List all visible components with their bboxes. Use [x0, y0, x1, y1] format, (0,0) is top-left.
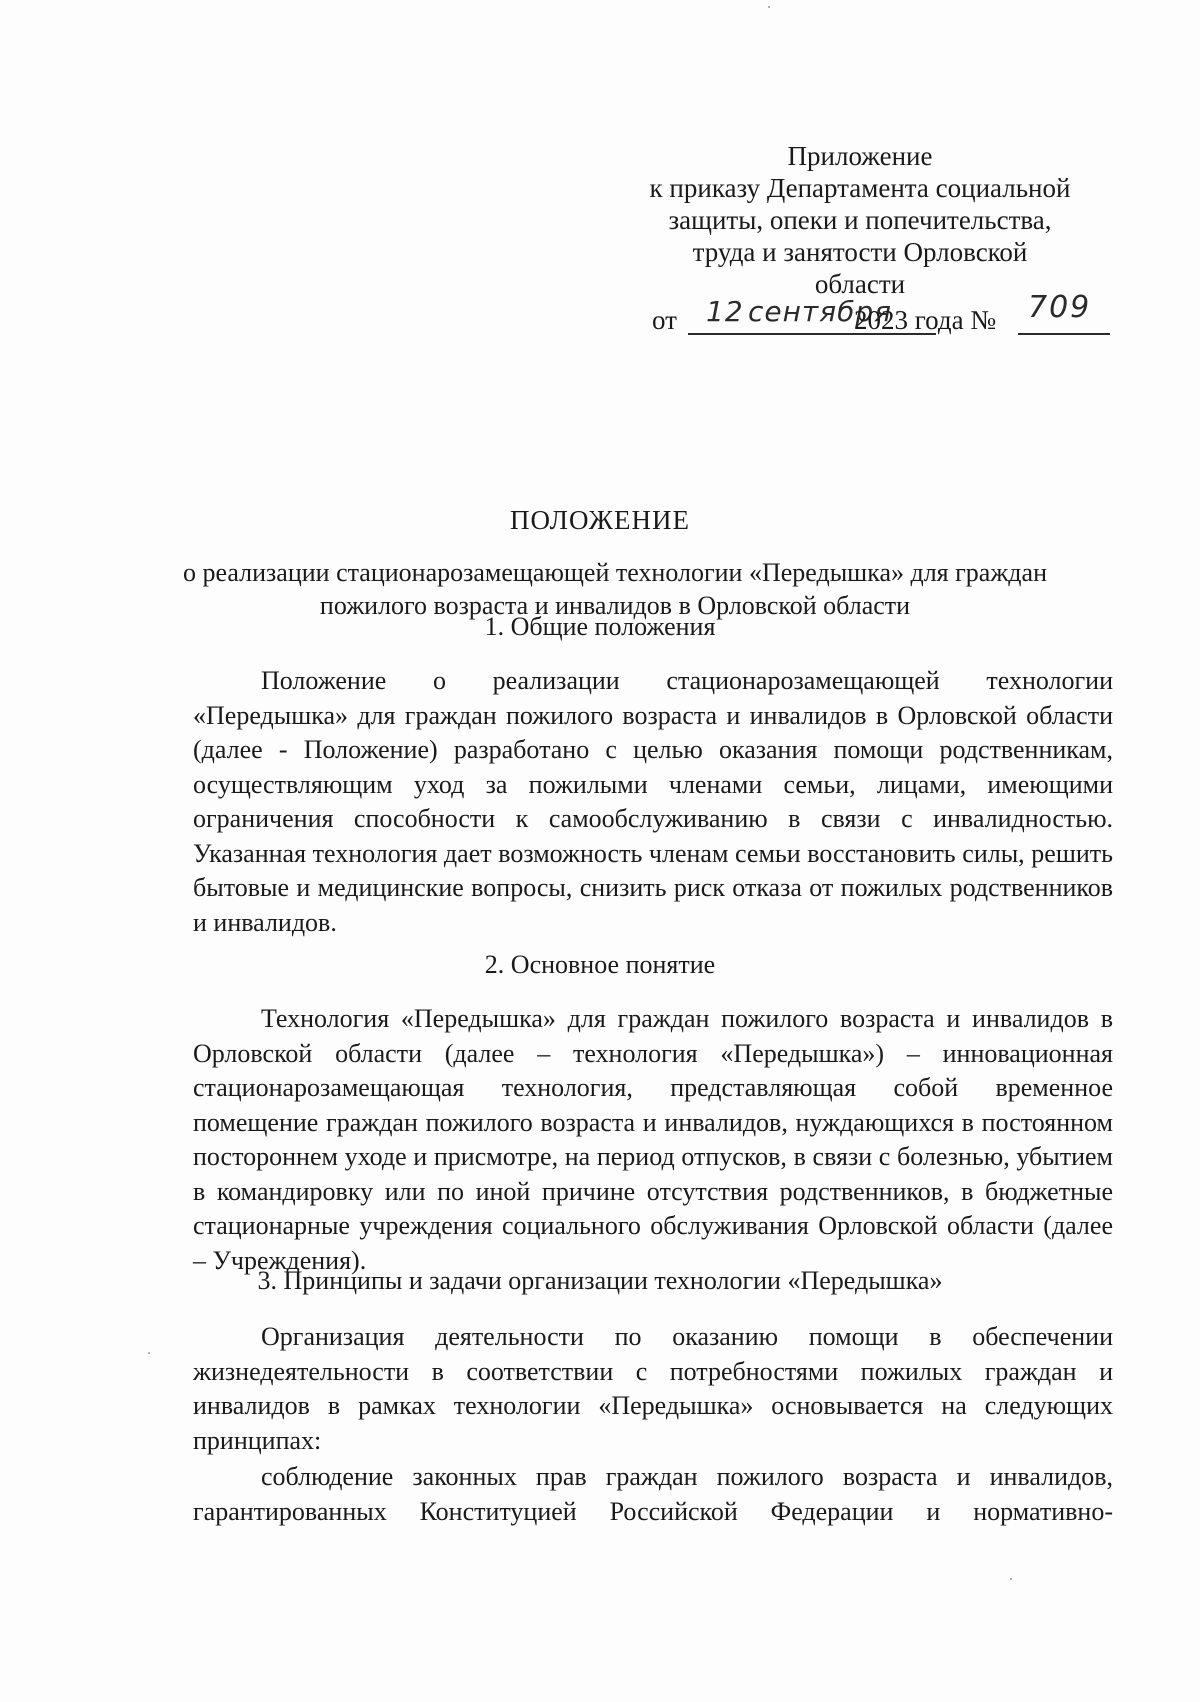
scan-speck [1010, 1578, 1012, 1580]
section-1-heading: 1. Общие положения [484, 612, 716, 641]
appendix-line-1: Приложение [787, 141, 933, 171]
appendix-line-2: к приказу Департамента социальной [649, 173, 1071, 203]
document-title: ПОЛОЖЕНИЕ [510, 505, 690, 535]
handwritten-month: сентября [748, 295, 892, 328]
document-subtitle: о реализации стационарозамещающей технологии «Передышка» для граждан пожилого возраста и инвалидов в Орловской области [183, 558, 1047, 620]
date-prefix: от [652, 305, 677, 335]
section-1-paragraph-1: Положение о реализации стационарозамещающей технологии «Передышка» для граждан пожилого возраста и инвалидов в Орловской области (далее - Положение) разработано с целью оказания помощи родственникам, осуществляющим уход за пожилыми членами семьи, лицами, имеющими ограничения способности к самообслуживанию в связи с инвалидностью. Указанная технология дает возможность членам семьи восстановить силы, решить бытовые и медицинские вопросы, снизить риск отказа от пожилых родственников и инвалидов. [193, 666, 1113, 937]
section-3-paragraph-2: соблюдение законных прав граждан пожилого возраста и инвалидов, гарантированных Конституцией Российской Федерации и нормативно- [193, 1462, 1113, 1526]
section-2-heading: 2. Основное понятие [484, 950, 716, 979]
section-2-paragraph-1: Технология «Передышка» для граждан пожилого возраста и инвалидов в Орловской области (далее – технология «Передышка») – инновационная стационарозамещающая технология, представляющая собой временное помещение граждан пожилого возраста и инвалидов, нуждающихся в постоянном постороннем уходе и присмотре, на период отпусков, в связи с болезнью, убытием в командировку или по иной причине отсутствия родственников, в бюджетные стационарные учреждения социального обслуживания Орловской области (далее – Учреждения). [193, 1004, 1113, 1275]
scan-speck [148, 1352, 150, 1354]
date-year-text: 2023 года № [854, 305, 997, 335]
scan-speck [768, 6, 770, 8]
appendix-block [600, 140, 1120, 336]
handwritten-day: 12 [706, 295, 744, 328]
section-3-heading: 3. Принципы и задачи организации технологии «Передышка» [257, 1266, 943, 1295]
handwritten-order-number: 709 [1028, 290, 1092, 325]
appendix-line-3: защиты, опеки и попечительства, [668, 205, 1052, 235]
appendix-line-5: области [814, 269, 906, 299]
section-3-paragraph-1: Организация деятельности по оказанию помощи в обеспечении жизнедеятельности в соответствии с потребностями пожилых граждан и инвалидов в рамках технологии «Передышка» основывается на следующих принципах: [193, 1322, 1113, 1455]
order-date-line [600, 290, 1120, 336]
appendix-line-4: труда и занятости Орловской [692, 237, 1028, 267]
number-underline [1018, 333, 1110, 335]
